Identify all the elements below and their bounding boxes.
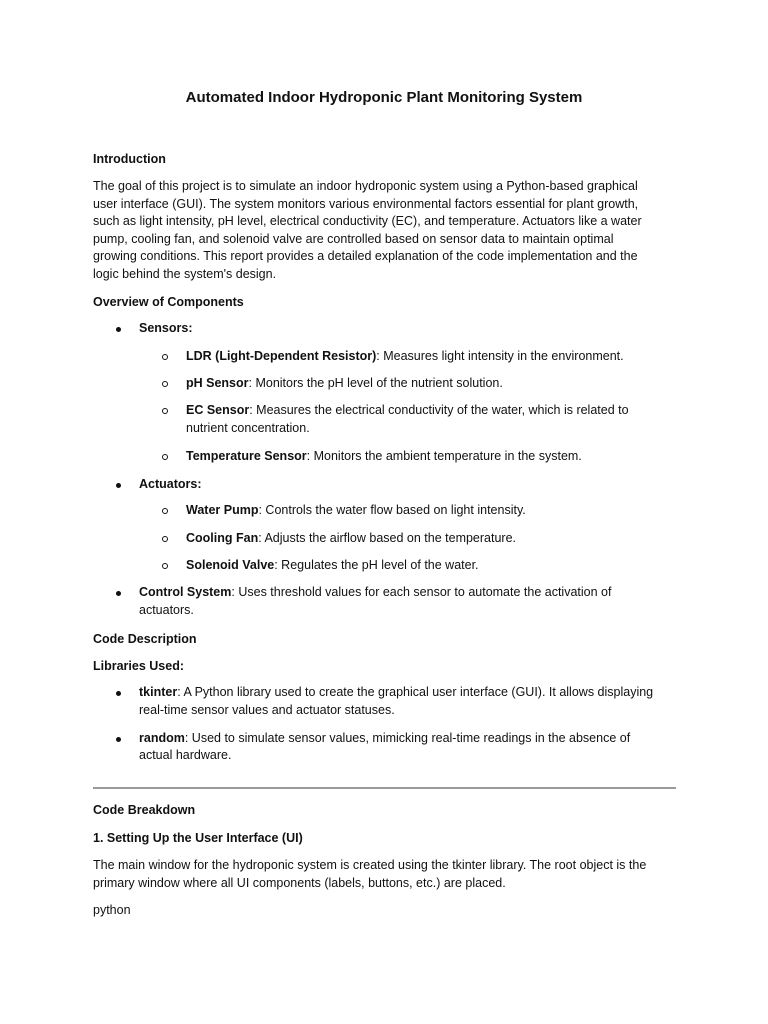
actuator-term: Solenoid Valve xyxy=(186,558,275,572)
document-title: Automated Indoor Hydroponic Plant Monitoring System xyxy=(185,89,583,106)
sensor-item xyxy=(186,448,582,466)
library-text-continued: actual hardware. xyxy=(139,748,232,762)
sensor-text-continued: nutrient concentration. xyxy=(186,421,310,435)
step1-heading: 1. Setting Up the User Interface (UI) xyxy=(93,831,303,845)
sub-bullet-icon xyxy=(162,508,168,514)
actuator-item xyxy=(186,530,516,548)
library-text: : A Python library used to create the graphical user interface (GUI). It allows displaying xyxy=(177,685,654,699)
library-item xyxy=(139,684,653,702)
sensor-term: Temperature Sensor xyxy=(186,449,307,463)
horizontal-divider xyxy=(93,787,676,789)
library-text: : Used to simulate sensor values, mimicking real-time readings in the absence of xyxy=(184,731,631,745)
paragraph-line: logic behind the system's design. xyxy=(93,266,277,281)
bullet-icon xyxy=(116,737,121,742)
paragraph-line: such as light intensity, pH level, electrical conductivity (EC), and temperature. Actuators like a water xyxy=(93,214,642,229)
sub-bullet-icon xyxy=(162,563,168,569)
paragraph-line: pump, cooling fan, and solenoid valve are controlled based on sensor data to maintain optimal xyxy=(93,231,614,246)
overview-heading: Overview of Components xyxy=(93,295,244,309)
actuator-term: Cooling Fan xyxy=(186,531,259,545)
control-text-continued: actuators. xyxy=(139,603,194,617)
sensors-label: Sensors: xyxy=(139,321,193,335)
code-description-heading: Code Description xyxy=(93,632,197,646)
control-text: : Uses threshold values for each sensor to automate the activation of xyxy=(231,585,612,599)
library-term: random xyxy=(139,731,185,745)
sub-bullet-icon xyxy=(162,408,168,414)
library-item xyxy=(139,730,630,748)
sensor-text: : Measures the electrical conductivity of the water, which is related to xyxy=(249,403,629,417)
control-system-item xyxy=(139,584,611,602)
code-breakdown-heading: Code Breakdown xyxy=(93,803,196,817)
paragraph-line: user interface (GUI). The system monitors various environmental factors essential for plant growth, xyxy=(93,196,639,211)
sensor-item xyxy=(186,348,624,366)
actuator-text: : Adjusts the airflow based on the temperature. xyxy=(258,531,517,545)
bullet-icon xyxy=(116,691,121,696)
control-term: Control System xyxy=(139,585,232,599)
sensor-text: : Monitors the pH level of the nutrient solution. xyxy=(248,376,503,390)
sub-bullet-icon xyxy=(162,536,168,542)
code-language-label: python xyxy=(93,903,131,917)
sub-bullet-icon xyxy=(162,381,168,387)
sensor-term: EC Sensor xyxy=(186,403,250,417)
actuator-term: Water Pump xyxy=(186,503,259,517)
actuator-item xyxy=(186,557,479,575)
library-term: tkinter xyxy=(139,685,178,699)
step1-paragraph xyxy=(93,857,678,892)
libraries-heading: Libraries Used: xyxy=(93,659,185,673)
library-text-continued: real-time sensor values and actuator statuses. xyxy=(139,703,395,717)
bullet-icon xyxy=(116,483,121,488)
sensor-text: : Measures light intensity in the environment. xyxy=(376,349,624,363)
sensor-item xyxy=(186,402,629,420)
paragraph-line: The main window for the hydroponic system is created using the tkinter library. The root object is the xyxy=(93,858,647,872)
actuators-label: Actuators: xyxy=(139,477,202,491)
bullet-icon xyxy=(116,327,121,332)
sensor-term: pH Sensor xyxy=(186,376,249,390)
sensor-item xyxy=(186,375,503,393)
actuator-text: : Regulates the pH level of the water. xyxy=(274,558,479,572)
sub-bullet-icon xyxy=(162,354,168,360)
actuator-text: : Controls the water flow based on light intensity. xyxy=(258,503,526,517)
paragraph-line: primary window where all UI components (labels, buttons, etc.) are placed. xyxy=(93,875,506,890)
actuator-item xyxy=(186,502,526,520)
sensor-text: : Monitors the ambient temperature in the system. xyxy=(306,449,582,463)
introduction-paragraph xyxy=(93,178,678,284)
paragraph-line: The goal of this project is to simulate an indoor hydroponic system using a Python-based graphical xyxy=(93,179,638,193)
sensor-term: LDR (Light-Dependent Resistor) xyxy=(186,349,377,363)
paragraph-line: growing conditions. This report provides a detailed explanation of the code implementation and the xyxy=(93,249,638,264)
bullet-icon xyxy=(116,591,121,596)
introduction-heading: Introduction xyxy=(93,152,166,166)
sub-bullet-icon xyxy=(162,454,168,460)
